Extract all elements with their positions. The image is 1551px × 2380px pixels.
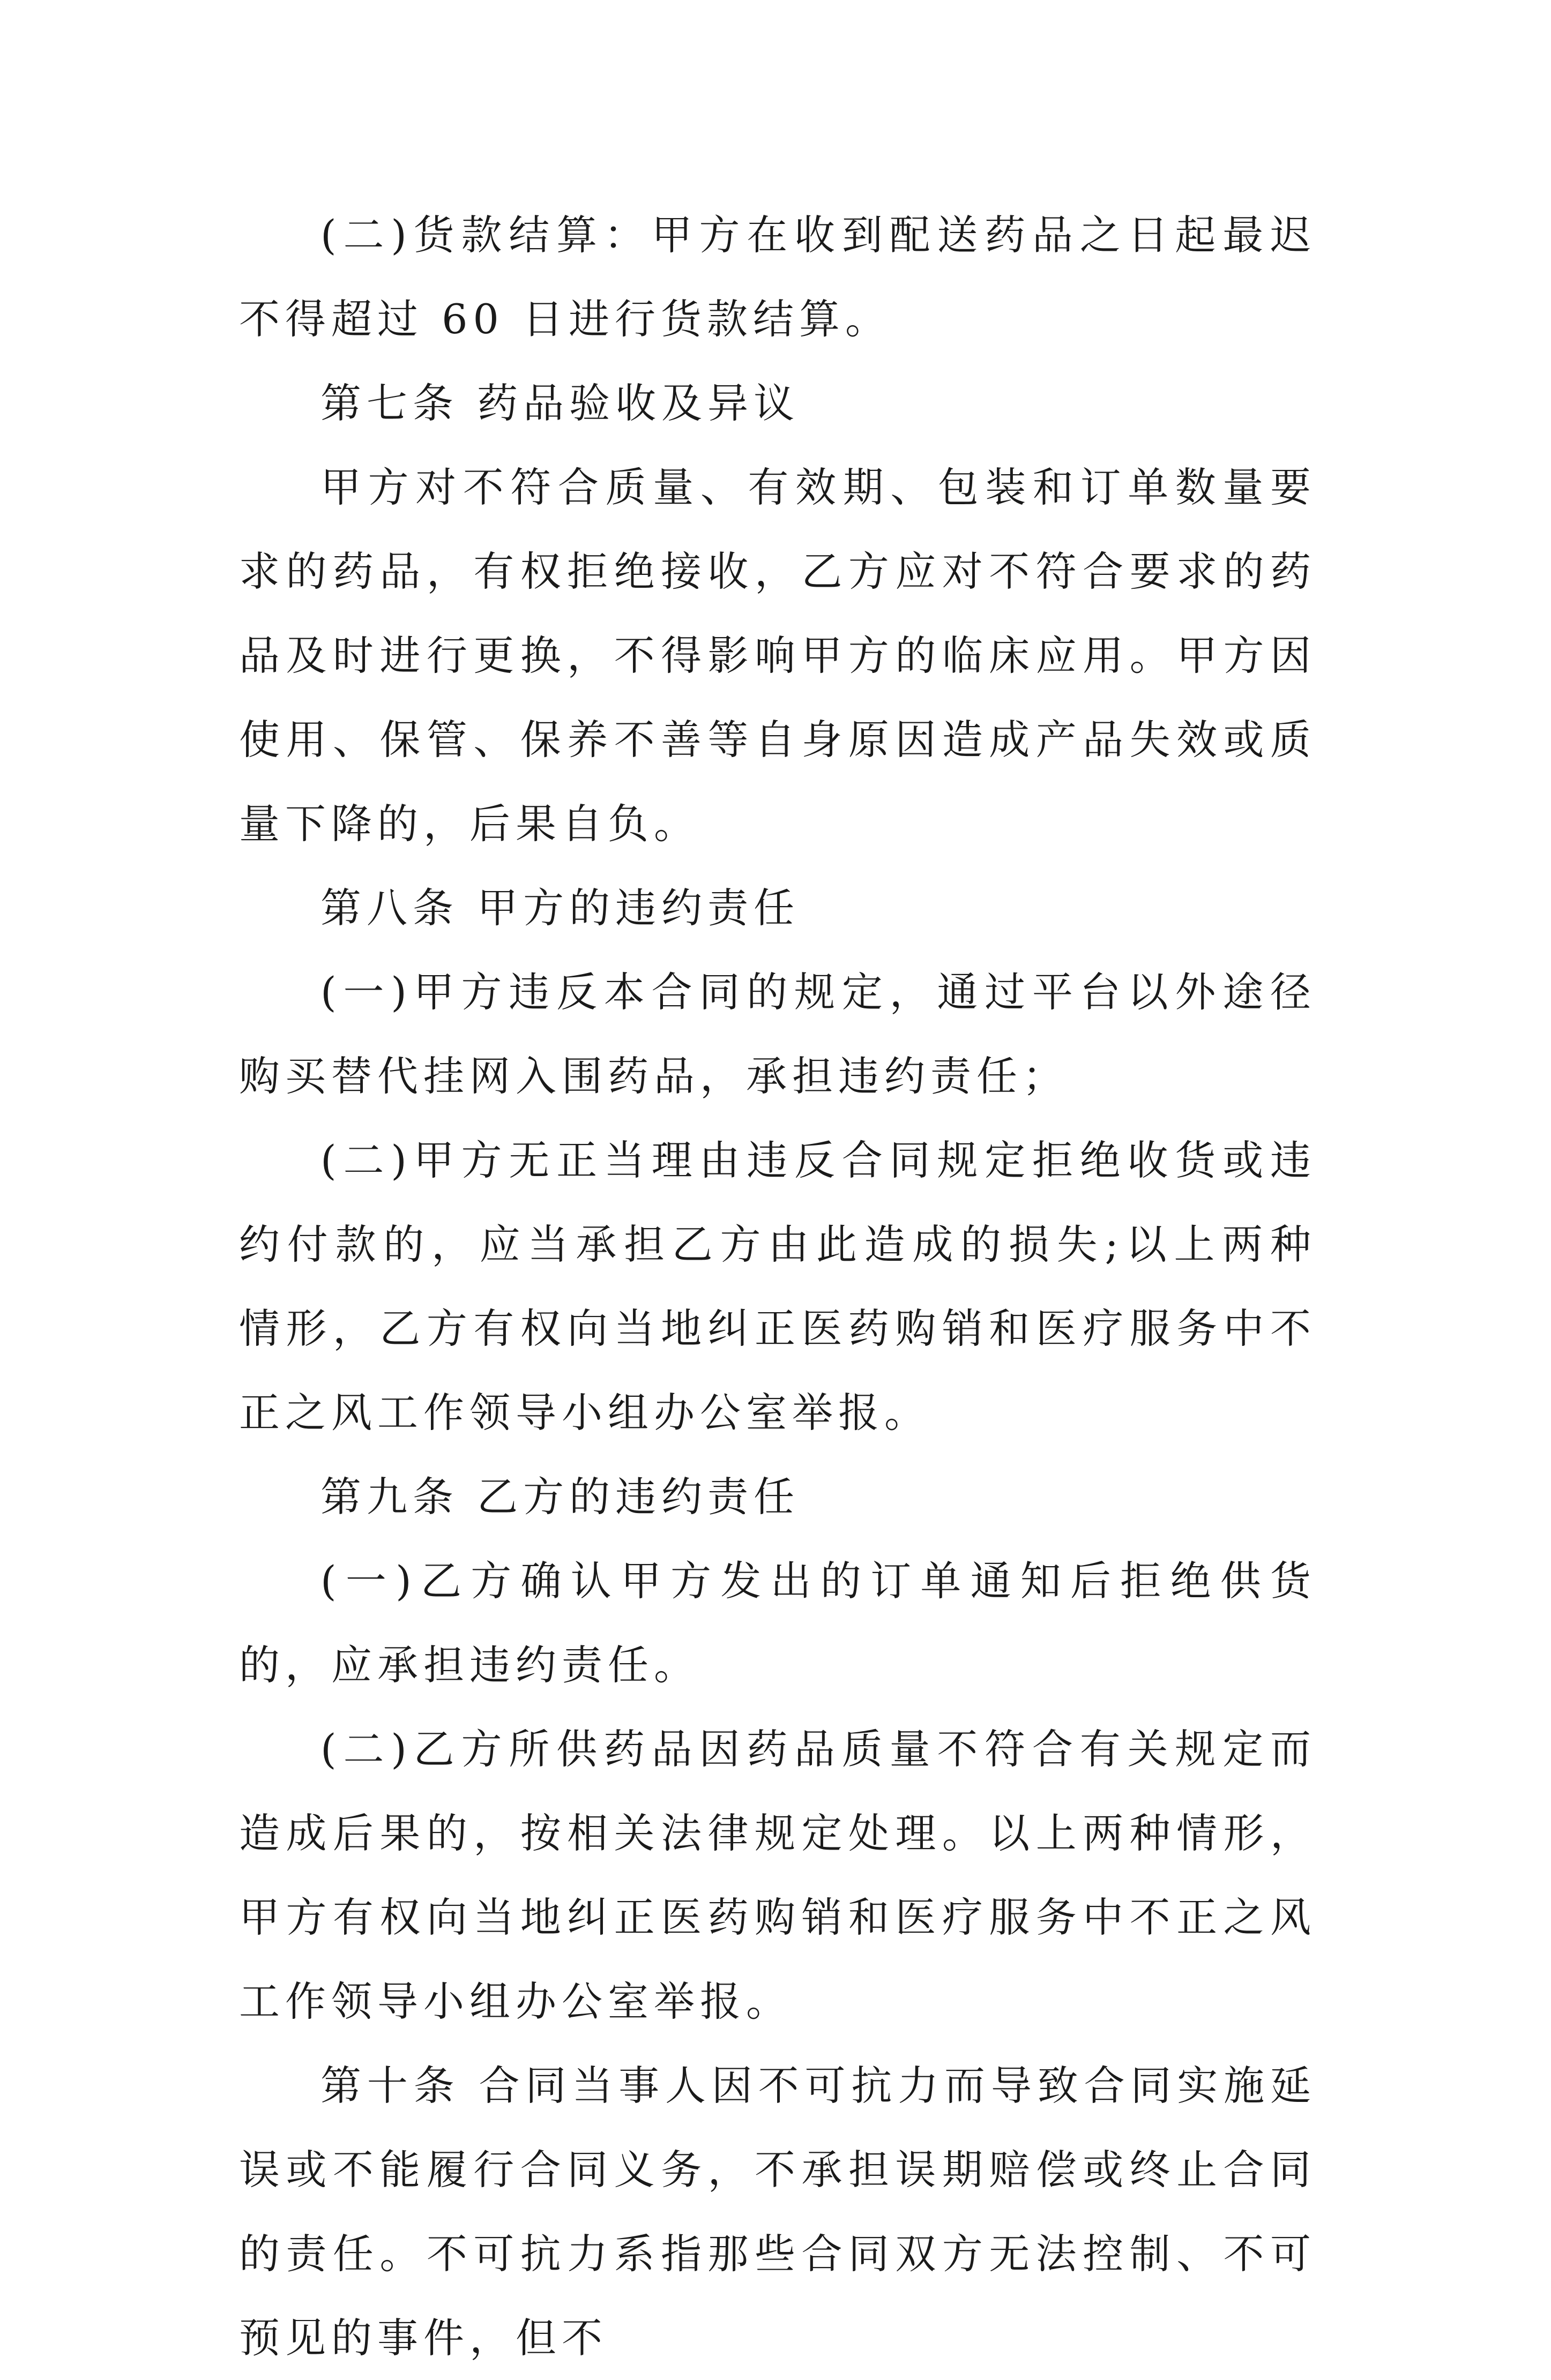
paragraph-article-9-item-1: (一)乙方确认甲方发出的订单通知后拒绝供货的，应承担违约责任。 <box>239 1557 1316 1689</box>
paragraph-article-7-body: 甲方对不符合质量、有效期、包装和订单数量要求的药品，有权拒绝接收，乙方应对不符合要求的药品及时进行更换，不得影响甲方的临床应用。甲方因使用、保管、保养不善等自身原因造成产品失效或质量下降的，后果自负。 <box>239 463 1316 848</box>
paragraph-article-8-item-2: (二)甲方无正当理由违反合同规定拒绝收货或违约付款的，应当承担乙方由此造成的损失;以上两种情形，乙方有权向当地纠正医药购销和医疗服务中不正之风工作领导小组办公室举报。 <box>239 1136 1316 1436</box>
paragraph-article-8-item-1: (一)甲方违反本合同的规定，通过平台以外途径购买替代挂网入围药品，承担违约责任； <box>239 968 1316 1100</box>
paragraph-article-9-item-2: (二)乙方所供药品因药品质量不符合有关规定而造成后果的，按相关法律规定处理。以上两种情形，甲方有权向当地纠正医药购销和医疗服务中不正之风工作领导小组办公室举报。 <box>239 1725 1316 2025</box>
document-body <box>239 193 1316 2380</box>
heading-article-8: 第八条 甲方的违约责任 <box>320 884 800 932</box>
heading-article-7: 第七条 药品验收及异议 <box>320 379 800 427</box>
paragraph-payment-settlement: (二)货款结算：甲方在收到配送药品之日起最迟不得超过 60 日进行货款结算。 <box>239 211 1316 343</box>
heading-article-9: 第九条 乙方的违约责任 <box>320 1473 800 1521</box>
paragraph-article-10: 第十条 合同当事人因不可抗力而导致合同实施延误或不能履行合同义务，不承担误期赔偿或终止合同的责任。不可抗力系指那些合同双方无法控制、不可预见的事件，但不 <box>239 2062 1316 2362</box>
